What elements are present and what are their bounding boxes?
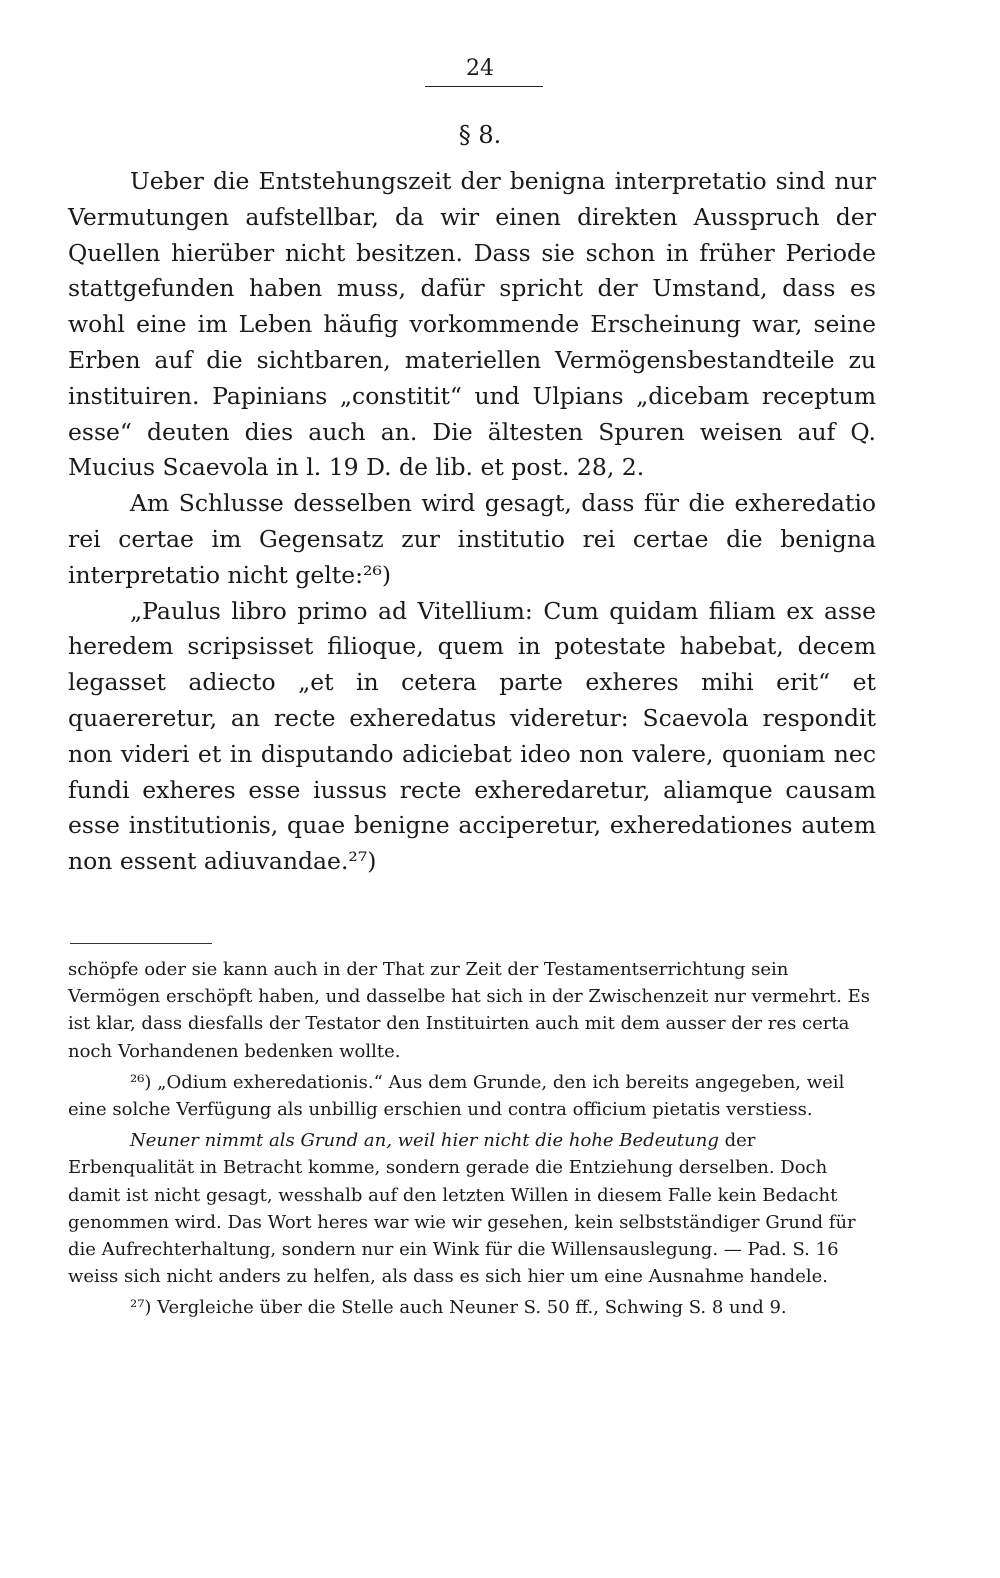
footnote-continuation: schöpfe oder sie kann auch in der That zur Zeit der Testamentserrichtung sein Vermögen erschöpft haben, und dasselbe hat sich in der Zwischenzeit nur vermehrt. Es ist klar, dass diesfalls der Testator den Instituirten auch mit dem ausser der res certa noch Vorhandenen bedenken wollte. (68, 959, 870, 1062)
section-heading: § 8. (458, 121, 502, 149)
footnote-26: ²⁶) „Odium exheredationis.“ Aus dem Grunde, den ich bereits angegeben, weil eine solche Verfügung als unbillig erschien und contra officium pietatis verstiess. (68, 1071, 845, 1121)
footnotes (68, 956, 876, 1326)
footnote-26-rest-text: der Erbenqualität in Betracht komme, sondern gerade die Entziehung derselben. Doch damit ist nicht gesagt, wesshalb auf den letzten Willen in diesem Falle kein Bedacht genommen wird. Das Wort heres war wie wir gesehen, kein selbstständiger Grund für die Aufrechterhaltung, sondern nur ein Wink für die Willensauslegung. — Pad. S. 16 weiss sich nicht anders zu helfen, als dass es sich hier um eine Ausnahme handele. (68, 1130, 856, 1288)
main-text (68, 164, 876, 880)
footnote-rule (70, 943, 212, 944)
footnote-26-continued (68, 1127, 876, 1290)
footnote-26-italic-text: Neuner nimmt als Grund an, weil hier nicht die hohe Bedeutung (130, 1130, 719, 1152)
paragraph-1: Ueber die Entstehungszeit der benigna interpretatio sind nur Vermutungen aufstellbar, da wir einen direkten Ausspruch der Quellen hierüber nicht besitzen. Dass sie schon in früher Periode stattgefunden haben muss, dafür spricht der Umstand, dass es wohl eine im Leben häufig vorkommende Erscheinung war, seine Erben auf die sichtbaren, materiellen Vermögensbestandteile zu instituiren. Papinians „constitit“ und Ulpians „dicebam receptum esse“ deuten dies auch an. Die ältesten Spuren weisen auf Q. Mucius Scaevola in l. 19 D. de lib. et post. 28, 2. (68, 167, 876, 482)
footnote-27: ²⁷) Vergleiche über die Stelle auch Neuner S. 50 ff., Schwing S. 8 und 9. (130, 1297, 787, 1319)
page-number: 24 (466, 56, 494, 81)
paragraph-2: Am Schlusse desselben wird gesagt, dass für die exheredatio rei certae im Gegensatz zur institutio rei certae die benigna interpretatio nicht gelte:²⁶) (68, 489, 876, 589)
paragraph-3-quotation: „Paulus libro primo ad Vitellium: Cum quidam filiam ex asse heredem scripsisset filioque, quem in potestate habebat, decem legasset adiecto „et in cetera parte exheres mihi erit“ et quaereretur, an recte exheredatus videretur: Scaevola respondit non videri et in disputando adiciebat ideo non valere, quoniam nec fundi exheres esse iussus recte exheredaretur, aliamque causam esse institutionis, quae benigne acciperetur, exheredationes autem non essent adiuvandae.²⁷) (68, 596, 876, 876)
header-rule (425, 86, 543, 87)
